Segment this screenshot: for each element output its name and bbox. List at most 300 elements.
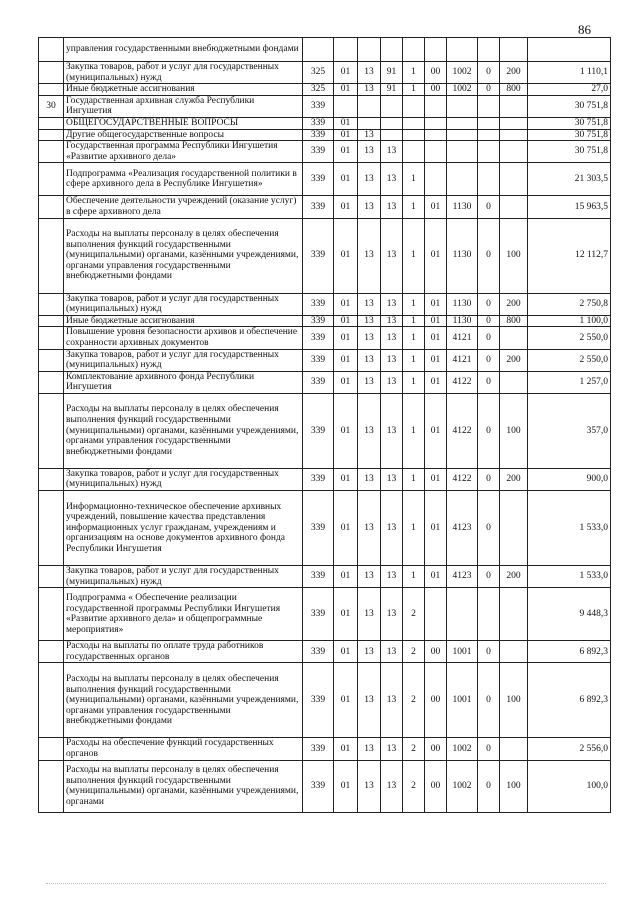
subprogram-code-cell <box>403 38 425 62</box>
amount-cell: 6 892,3 <box>528 641 611 663</box>
extra-code-cell <box>478 588 500 641</box>
expense-type-code-cell: 200 <box>500 293 528 315</box>
amount-cell: 357,0 <box>528 393 611 468</box>
subprogram-code-cell: 2 <box>403 641 425 663</box>
expense-type-code-cell <box>500 163 528 196</box>
table-row <box>39 641 611 663</box>
subprogram-code-cell: 1 <box>403 491 425 566</box>
row-index-cell <box>39 588 64 641</box>
direction-code-cell: 1130 <box>447 196 478 218</box>
row-description-cell: Закупка товаров, работ и услуг для государственных (муниципальных) нужд <box>64 566 303 588</box>
row-index-cell <box>39 468 64 490</box>
row-index-cell <box>39 393 64 468</box>
subsection-code-cell: 13 <box>358 163 381 196</box>
extra-code-cell: 0 <box>478 491 500 566</box>
program-code-cell: 13 <box>381 760 403 812</box>
section-code-cell: 01 <box>334 293 358 315</box>
subsection-code-cell: 13 <box>358 588 381 641</box>
row-description-cell: Иные бюджетные ассигнования <box>64 315 303 327</box>
activity-code-cell: 00 <box>425 663 447 738</box>
page-number: 86 <box>578 22 591 37</box>
row-description-cell: Закупка товаров, работ и услуг для государственных (муниципальных) нужд <box>64 468 303 490</box>
section-code-cell: 01 <box>334 393 358 468</box>
amount-cell: 15 963,5 <box>528 196 611 218</box>
activity-code-cell: 01 <box>425 491 447 566</box>
table-row <box>39 566 611 588</box>
extra-code-cell <box>478 163 500 196</box>
table-row <box>39 738 611 760</box>
amount-cell <box>528 38 611 62</box>
ministry-code-cell: 339 <box>303 218 334 293</box>
section-code-cell: 01 <box>334 117 358 129</box>
ministry-code-cell: 339 <box>303 760 334 812</box>
program-code-cell: 13 <box>381 218 403 293</box>
row-description-cell: Обеспечение деятельности учреждений (оказание услуг) в сфере архивного дела <box>64 196 303 218</box>
table-row <box>39 371 611 393</box>
row-index-cell: 30 <box>39 95 64 117</box>
ministry-code-cell: 339 <box>303 371 334 393</box>
extra-code-cell: 0 <box>478 468 500 490</box>
section-code-cell: 01 <box>334 327 358 349</box>
activity-code-cell: 00 <box>425 84 447 96</box>
amount-cell: 1 257,0 <box>528 371 611 393</box>
row-description-cell: Закупка товаров, работ и услуг для государственных (муниципальных) нужд <box>64 62 303 84</box>
row-description-cell: Расходы на обеспечение функций государственных органов <box>64 738 303 760</box>
ministry-code-cell: 339 <box>303 468 334 490</box>
program-code-cell: 91 <box>381 62 403 84</box>
expense-type-code-cell <box>500 641 528 663</box>
table-row <box>39 491 611 566</box>
ministry-code-cell: 339 <box>303 129 334 141</box>
program-code-cell <box>381 117 403 129</box>
row-description-cell: Комплектование архивного фонда Республики Ингушетия <box>64 371 303 393</box>
activity-code-cell: 00 <box>425 62 447 84</box>
ministry-code-cell: 339 <box>303 163 334 196</box>
direction-code-cell: 4123 <box>447 491 478 566</box>
subsection-code-cell: 13 <box>358 371 381 393</box>
table-row <box>39 84 611 96</box>
expense-type-code-cell <box>500 117 528 129</box>
row-index-cell <box>39 129 64 141</box>
row-index-cell <box>39 293 64 315</box>
extra-code-cell: 0 <box>478 663 500 738</box>
direction-code-cell: 4121 <box>447 327 478 349</box>
section-code-cell: 01 <box>334 738 358 760</box>
amount-cell: 2 550,0 <box>528 349 611 371</box>
row-description-cell: Государственная программа Республики Ингушетия «Развитие архивного дела» <box>64 141 303 163</box>
row-index-cell <box>39 738 64 760</box>
activity-code-cell: 01 <box>425 327 447 349</box>
section-code-cell <box>334 38 358 62</box>
activity-code-cell <box>425 163 447 196</box>
subsection-code-cell: 13 <box>358 62 381 84</box>
row-description-cell: Расходы на выплаты персоналу в целях обеспечения выполнения функций государственными (муниципальными) органами, казёнными учреждениями, органами управления государственными внебюджетными фондами <box>64 393 303 468</box>
expense-type-code-cell: 200 <box>500 62 528 84</box>
subsection-code-cell: 13 <box>358 218 381 293</box>
subsection-code-cell: 13 <box>358 468 381 490</box>
expense-type-code-cell <box>500 38 528 62</box>
activity-code-cell: 01 <box>425 218 447 293</box>
row-description-cell: Расходы на выплаты персоналу в целях обеспечения выполнения функций государственными (муниципальными) органами, казёнными учреждениями, органами <box>64 760 303 812</box>
ministry-code-cell: 339 <box>303 95 334 117</box>
program-code-cell <box>381 129 403 141</box>
page-bottom-rule <box>46 883 606 884</box>
row-index-cell <box>39 327 64 349</box>
activity-code-cell: 00 <box>425 641 447 663</box>
direction-code-cell <box>447 38 478 62</box>
direction-code-cell: 1001 <box>447 641 478 663</box>
expense-type-code-cell: 200 <box>500 349 528 371</box>
row-description-cell: Информационно-техническое обеспечение архивных учреждений, повышение качества представления информационных услуг гражданам, учреждениям и организациям на основе документов архивного фонда Республики Ингушетия <box>64 491 303 566</box>
activity-code-cell: 01 <box>425 315 447 327</box>
subprogram-code-cell: 2 <box>403 663 425 738</box>
row-index-cell <box>39 491 64 566</box>
subprogram-code-cell: 1 <box>403 218 425 293</box>
subsection-code-cell: 13 <box>358 196 381 218</box>
ministry-code-cell: 339 <box>303 117 334 129</box>
expense-type-code-cell <box>500 129 528 141</box>
section-code-cell: 01 <box>334 163 358 196</box>
amount-cell: 6 892,3 <box>528 663 611 738</box>
activity-code-cell <box>425 95 447 117</box>
extra-code-cell: 0 <box>478 62 500 84</box>
row-index-cell <box>39 315 64 327</box>
subprogram-code-cell: 1 <box>403 327 425 349</box>
section-code-cell: 01 <box>334 663 358 738</box>
extra-code-cell: 0 <box>478 349 500 371</box>
subprogram-code-cell: 1 <box>403 349 425 371</box>
row-index-cell <box>39 566 64 588</box>
row-index-cell <box>39 84 64 96</box>
activity-code-cell: 01 <box>425 393 447 468</box>
row-description-cell: Иные бюджетные ассигнования <box>64 84 303 96</box>
row-index-cell <box>39 141 64 163</box>
table-row <box>39 760 611 812</box>
subprogram-code-cell: 1 <box>403 84 425 96</box>
direction-code-cell: 4122 <box>447 371 478 393</box>
expense-type-code-cell: 100 <box>500 393 528 468</box>
program-code-cell: 13 <box>381 371 403 393</box>
extra-code-cell: 0 <box>478 371 500 393</box>
program-code-cell: 13 <box>381 293 403 315</box>
ministry-code-cell: 339 <box>303 293 334 315</box>
ministry-code-cell <box>303 38 334 62</box>
subsection-code-cell <box>358 117 381 129</box>
ministry-code-cell: 339 <box>303 663 334 738</box>
expense-type-code-cell: 200 <box>500 566 528 588</box>
expense-type-code-cell: 100 <box>500 663 528 738</box>
extra-code-cell: 0 <box>478 393 500 468</box>
direction-code-cell: 4123 <box>447 566 478 588</box>
subprogram-code-cell <box>403 129 425 141</box>
direction-code-cell <box>447 117 478 129</box>
ministry-code-cell: 325 <box>303 84 334 96</box>
amount-cell: 100,0 <box>528 760 611 812</box>
expense-type-code-cell <box>500 738 528 760</box>
table-row <box>39 62 611 84</box>
activity-code-cell: 00 <box>425 760 447 812</box>
row-index-cell <box>39 38 64 62</box>
row-description-cell: Закупка товаров, работ и услуг для государственных (муниципальных) нужд <box>64 293 303 315</box>
extra-code-cell: 0 <box>478 738 500 760</box>
activity-code-cell: 01 <box>425 196 447 218</box>
ministry-code-cell: 339 <box>303 588 334 641</box>
table-row <box>39 218 611 293</box>
direction-code-cell: 1002 <box>447 738 478 760</box>
section-code-cell: 01 <box>334 588 358 641</box>
row-description-cell: Государственная архивная служба Республики Ингушетия <box>64 95 303 117</box>
amount-cell: 30 751,8 <box>528 117 611 129</box>
extra-code-cell: 0 <box>478 293 500 315</box>
amount-cell: 1 100,0 <box>528 315 611 327</box>
table-row <box>39 141 611 163</box>
amount-cell: 1 533,0 <box>528 491 611 566</box>
subprogram-code-cell: 1 <box>403 371 425 393</box>
subsection-code-cell: 13 <box>358 84 381 96</box>
program-code-cell: 13 <box>381 468 403 490</box>
direction-code-cell: 1130 <box>447 315 478 327</box>
expense-type-code-cell <box>500 327 528 349</box>
row-index-cell <box>39 62 64 84</box>
direction-code-cell: 1130 <box>447 218 478 293</box>
section-code-cell: 01 <box>334 129 358 141</box>
subprogram-code-cell: 1 <box>403 62 425 84</box>
ministry-code-cell: 339 <box>303 641 334 663</box>
row-description-cell: Расходы на выплаты персоналу в целях обеспечения выполнения функций государственными (муниципальными) органами, казёнными учреждениями, органами управления государственными внебюджетными фондами <box>64 663 303 738</box>
expense-type-code-cell <box>500 371 528 393</box>
subsection-code-cell: 13 <box>358 491 381 566</box>
extra-code-cell <box>478 38 500 62</box>
subsection-code-cell: 13 <box>358 129 381 141</box>
table-row <box>39 38 611 62</box>
row-description-cell: Другие общегосударственные вопросы <box>64 129 303 141</box>
subsection-code-cell: 13 <box>358 141 381 163</box>
row-description-cell: ОБЩЕГОСУДАРСТВЕННЫЕ ВОПРОСЫ <box>64 117 303 129</box>
program-code-cell: 13 <box>381 141 403 163</box>
row-index-cell <box>39 663 64 738</box>
extra-code-cell: 0 <box>478 760 500 812</box>
extra-code-cell: 0 <box>478 315 500 327</box>
direction-code-cell: 4122 <box>447 393 478 468</box>
direction-code-cell <box>447 141 478 163</box>
activity-code-cell <box>425 38 447 62</box>
direction-code-cell: 1002 <box>447 760 478 812</box>
expense-type-code-cell: 800 <box>500 84 528 96</box>
row-description-cell: Подпрограмма « Обеспечение реализации государственной программы Республики Ингушетия «Развитие архивного дела» и общепрограммные мероприятия» <box>64 588 303 641</box>
section-code-cell: 01 <box>334 84 358 96</box>
activity-code-cell <box>425 141 447 163</box>
table-row <box>39 468 611 490</box>
subsection-code-cell: 13 <box>358 641 381 663</box>
row-index-cell <box>39 641 64 663</box>
row-description-cell: управления государственными внебюджетными фондами <box>64 38 303 62</box>
amount-cell: 1 533,0 <box>528 566 611 588</box>
subprogram-code-cell: 2 <box>403 760 425 812</box>
amount-cell: 30 751,8 <box>528 141 611 163</box>
direction-code-cell <box>447 163 478 196</box>
direction-code-cell <box>447 129 478 141</box>
program-code-cell: 13 <box>381 641 403 663</box>
budget-table <box>38 37 611 813</box>
expense-type-code-cell: 100 <box>500 760 528 812</box>
amount-cell: 2 750,8 <box>528 293 611 315</box>
amount-cell: 9 448,3 <box>528 588 611 641</box>
section-code-cell: 01 <box>334 371 358 393</box>
direction-code-cell <box>447 588 478 641</box>
subprogram-code-cell: 1 <box>403 293 425 315</box>
extra-code-cell: 0 <box>478 327 500 349</box>
row-index-cell <box>39 163 64 196</box>
section-code-cell <box>334 95 358 117</box>
direction-code-cell: 4121 <box>447 349 478 371</box>
section-code-cell: 01 <box>334 218 358 293</box>
ministry-code-cell: 339 <box>303 327 334 349</box>
expense-type-code-cell <box>500 95 528 117</box>
expense-type-code-cell <box>500 491 528 566</box>
table-row <box>39 293 611 315</box>
section-code-cell: 01 <box>334 315 358 327</box>
subsection-code-cell: 13 <box>358 327 381 349</box>
direction-code-cell <box>447 95 478 117</box>
section-code-cell: 01 <box>334 196 358 218</box>
subprogram-code-cell: 2 <box>403 588 425 641</box>
section-code-cell: 01 <box>334 141 358 163</box>
amount-cell: 900,0 <box>528 468 611 490</box>
amount-cell: 2 556,0 <box>528 738 611 760</box>
program-code-cell: 13 <box>381 566 403 588</box>
extra-code-cell <box>478 117 500 129</box>
row-description-cell: Подпрограмма «Реализация государственной политики в сфере архивного дела в Республике Ингушетия» <box>64 163 303 196</box>
activity-code-cell: 01 <box>425 293 447 315</box>
extra-code-cell <box>478 141 500 163</box>
subsection-code-cell: 13 <box>358 566 381 588</box>
ministry-code-cell: 339 <box>303 349 334 371</box>
ministry-code-cell: 339 <box>303 393 334 468</box>
table-row <box>39 393 611 468</box>
activity-code-cell: 01 <box>425 349 447 371</box>
row-index-cell <box>39 371 64 393</box>
program-code-cell: 13 <box>381 196 403 218</box>
amount-cell: 1 110,1 <box>528 62 611 84</box>
amount-cell: 30 751,8 <box>528 129 611 141</box>
activity-code-cell <box>425 117 447 129</box>
section-code-cell: 01 <box>334 62 358 84</box>
ministry-code-cell: 325 <box>303 62 334 84</box>
subprogram-code-cell <box>403 95 425 117</box>
program-code-cell: 13 <box>381 663 403 738</box>
program-code-cell: 13 <box>381 315 403 327</box>
activity-code-cell: 01 <box>425 468 447 490</box>
section-code-cell: 01 <box>334 760 358 812</box>
subprogram-code-cell: 1 <box>403 163 425 196</box>
ministry-code-cell: 339 <box>303 196 334 218</box>
extra-code-cell: 0 <box>478 196 500 218</box>
program-code-cell: 13 <box>381 491 403 566</box>
table-row <box>39 163 611 196</box>
row-index-cell <box>39 349 64 371</box>
row-description-cell: Расходы на выплаты персоналу в целях обеспечения выполнения функций государственными (муниципальными) органами, казёнными учреждениями, органами управления государственными внебюджетными фондами <box>64 218 303 293</box>
ministry-code-cell: 339 <box>303 566 334 588</box>
extra-code-cell: 0 <box>478 641 500 663</box>
amount-cell: 21 303,5 <box>528 163 611 196</box>
subsection-code-cell: 13 <box>358 315 381 327</box>
table-row <box>39 349 611 371</box>
extra-code-cell: 0 <box>478 566 500 588</box>
program-code-cell: 13 <box>381 393 403 468</box>
amount-cell: 30 751,8 <box>528 95 611 117</box>
table-row <box>39 117 611 129</box>
table-row <box>39 129 611 141</box>
row-index-cell <box>39 196 64 218</box>
subprogram-code-cell: 1 <box>403 566 425 588</box>
section-code-cell: 01 <box>334 491 358 566</box>
expense-type-code-cell <box>500 141 528 163</box>
row-index-cell <box>39 117 64 129</box>
row-description-cell: Расходы на выплаты по оплате труда работников государственных органов <box>64 641 303 663</box>
activity-code-cell: 01 <box>425 566 447 588</box>
program-code-cell: 13 <box>381 349 403 371</box>
table-row <box>39 196 611 218</box>
ministry-code-cell: 339 <box>303 141 334 163</box>
subprogram-code-cell: 1 <box>403 468 425 490</box>
ministry-code-cell: 339 <box>303 738 334 760</box>
extra-code-cell: 0 <box>478 218 500 293</box>
table-body <box>39 38 611 813</box>
program-code-cell: 13 <box>381 738 403 760</box>
subsection-code-cell <box>358 95 381 117</box>
program-code-cell: 13 <box>381 163 403 196</box>
expense-type-code-cell: 100 <box>500 218 528 293</box>
expense-type-code-cell: 800 <box>500 315 528 327</box>
subsection-code-cell: 13 <box>358 293 381 315</box>
activity-code-cell <box>425 129 447 141</box>
subprogram-code-cell <box>403 117 425 129</box>
subsection-code-cell <box>358 38 381 62</box>
ministry-code-cell: 339 <box>303 491 334 566</box>
row-index-cell <box>39 760 64 812</box>
section-code-cell: 01 <box>334 641 358 663</box>
program-code-cell: 91 <box>381 84 403 96</box>
expense-type-code-cell <box>500 588 528 641</box>
table-row <box>39 315 611 327</box>
program-code-cell <box>381 95 403 117</box>
ministry-code-cell: 339 <box>303 315 334 327</box>
subprogram-code-cell <box>403 141 425 163</box>
extra-code-cell: 0 <box>478 84 500 96</box>
row-description-cell: Повышение уровня безопасности архивов и обеспечение сохранности архивных документов <box>64 327 303 349</box>
program-code-cell: 13 <box>381 327 403 349</box>
subprogram-code-cell: 1 <box>403 196 425 218</box>
subprogram-code-cell: 1 <box>403 393 425 468</box>
extra-code-cell <box>478 95 500 117</box>
amount-cell: 27,0 <box>528 84 611 96</box>
direction-code-cell: 4122 <box>447 468 478 490</box>
expense-type-code-cell: 200 <box>500 468 528 490</box>
direction-code-cell: 1001 <box>447 663 478 738</box>
row-index-cell <box>39 218 64 293</box>
section-code-cell: 01 <box>334 566 358 588</box>
direction-code-cell: 1130 <box>447 293 478 315</box>
table-row <box>39 663 611 738</box>
activity-code-cell: 00 <box>425 738 447 760</box>
section-code-cell: 01 <box>334 349 358 371</box>
subprogram-code-cell: 2 <box>403 738 425 760</box>
table-row <box>39 95 611 117</box>
subprogram-code-cell: 1 <box>403 315 425 327</box>
table-row <box>39 327 611 349</box>
subsection-code-cell: 13 <box>358 738 381 760</box>
section-code-cell: 01 <box>334 468 358 490</box>
